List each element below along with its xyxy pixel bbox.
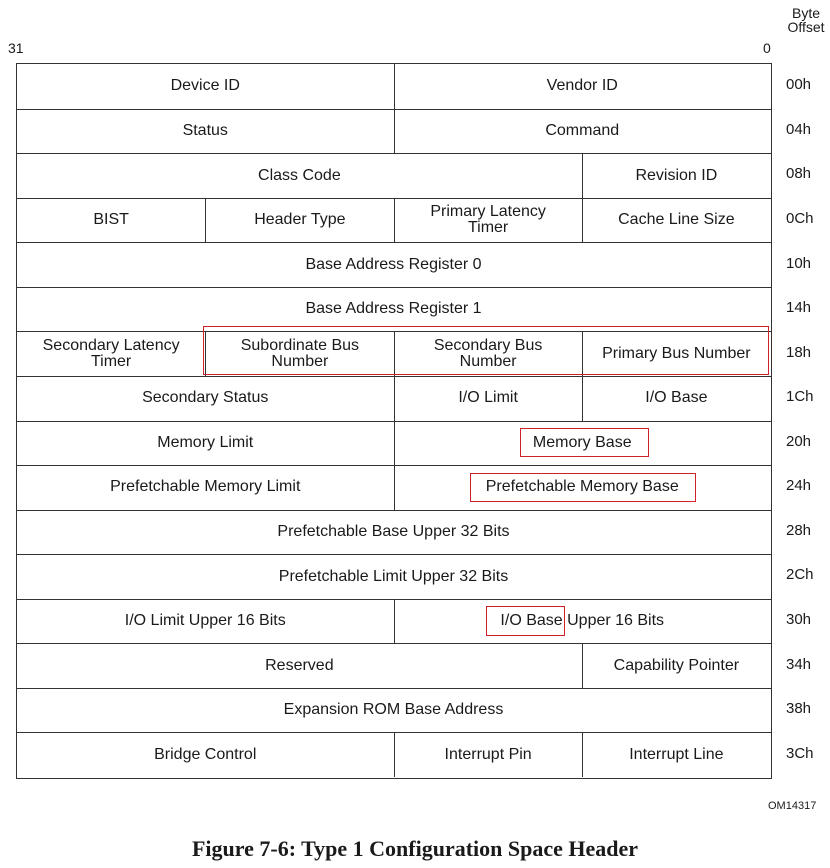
register-field: Reserved: [265, 656, 334, 674]
byte-offset-heading: [782, 6, 830, 34]
register-field: Device ID: [170, 77, 240, 95]
register-field: Expansion ROM Base Address: [283, 701, 504, 719]
byte-offset-value: 14h: [786, 299, 812, 317]
row-divider: [17, 599, 771, 600]
register-field: Secondary Status: [142, 389, 269, 407]
row-divider: [17, 465, 771, 466]
byte-offset-value: 30h: [786, 611, 812, 629]
byte-offset-line2: Offset: [787, 19, 825, 35]
register-row: [17, 732, 771, 777]
register-field: Primary Latency Timer: [394, 198, 582, 243]
highlight-memory-base: [520, 428, 649, 457]
register-row: [17, 421, 771, 466]
byte-offset-value: 38h: [786, 700, 812, 718]
register-field: Secondary Bus Number: [394, 331, 582, 376]
register-field: Interrupt Line: [582, 732, 770, 777]
row-divider: [17, 376, 771, 377]
byte-offset-value: 20h: [786, 432, 812, 450]
byte-offset-value: 0Ch: [786, 209, 814, 227]
byte-offset-value: 3Ch: [786, 744, 814, 762]
byte-offset-value: 08h: [786, 165, 812, 183]
figure-caption: Figure 7-6: Type 1 Configuration Space Header: [191, 836, 639, 861]
register-field: Capability Pointer: [582, 643, 770, 688]
register-row: [17, 287, 771, 332]
register-field: Primary Bus Number: [582, 331, 770, 376]
row-divider: [17, 643, 771, 644]
register-row: [17, 643, 771, 688]
row-divider: [17, 242, 771, 243]
highlight-io-base: [486, 606, 565, 636]
bit-low-label: 0: [763, 40, 771, 56]
register-field: Cache Line Size: [582, 198, 770, 243]
register-field: Memory Base: [394, 421, 771, 466]
byte-offset-value: 2Ch: [786, 566, 814, 584]
register-field: Status: [182, 121, 228, 139]
row-divider: [17, 510, 771, 511]
register-field: Prefetchable Memory Base: [394, 465, 771, 510]
register-field: I/O Base Upper 16 Bits: [394, 599, 771, 644]
row-divider: [17, 287, 771, 288]
byte-offset-value: 24h: [786, 477, 812, 495]
highlight-bus-numbers: [203, 326, 769, 375]
row-divider: [17, 732, 771, 733]
register-field: Header Type: [205, 198, 393, 243]
byte-offset-value: 00h: [786, 76, 812, 94]
register-field: Base Address Register 1: [305, 300, 482, 318]
register-field: Subordinate Bus Number: [205, 331, 393, 376]
register-row: [17, 554, 771, 599]
row-divider: [17, 421, 771, 422]
register-field: Memory Limit: [157, 433, 254, 451]
row-divider: [17, 688, 771, 689]
register-row: [17, 376, 771, 421]
register-field: Interrupt Pin: [394, 732, 582, 777]
byte-offset-value: 04h: [786, 120, 812, 138]
byte-offset-value: 1Ch: [786, 388, 814, 406]
byte-offset-value: 18h: [786, 343, 812, 361]
register-field: Vendor ID: [394, 64, 771, 109]
register-row: [17, 688, 771, 733]
register-row: [17, 198, 771, 243]
register-field: Prefetchable Memory Limit: [110, 478, 301, 496]
register-field: I/O Base: [582, 376, 770, 421]
row-divider: [17, 153, 771, 154]
register-field: BIST: [93, 211, 129, 229]
register-field: I/O Limit Upper 16 Bits: [124, 612, 286, 630]
register-field: Prefetchable Base Upper 32 Bits: [277, 523, 510, 540]
register-field: Prefetchable Limit Upper 32 Bits: [278, 567, 509, 585]
byte-offset-line1: Byte: [791, 5, 820, 21]
byte-offset-value: 28h: [786, 521, 812, 539]
register-field: Command: [394, 109, 771, 154]
register-row: [17, 242, 771, 287]
row-divider: [17, 109, 771, 110]
register-field: I/O Limit: [394, 376, 582, 421]
register-row: [17, 64, 771, 109]
register-field: Class Code: [258, 166, 341, 184]
bit-high-label: 31: [8, 40, 24, 56]
register-row: [17, 510, 771, 555]
register-row: [17, 599, 771, 644]
register-field: Secondary Latency Timer: [42, 336, 180, 370]
register-field: Revision ID: [582, 153, 770, 198]
byte-offset-value: 10h: [786, 254, 812, 272]
register-row: [17, 153, 771, 198]
row-divider: [17, 198, 771, 199]
figure-code: OM14317: [768, 800, 817, 812]
register-field: Bridge Control: [154, 745, 257, 763]
highlight-prefetchable-memory-base: [470, 473, 696, 502]
row-divider: [17, 554, 771, 555]
register-field: Base Address Register 0: [305, 255, 482, 273]
config-space-table: [16, 63, 772, 779]
byte-offset-value: 34h: [786, 655, 812, 673]
register-row: [17, 109, 771, 154]
